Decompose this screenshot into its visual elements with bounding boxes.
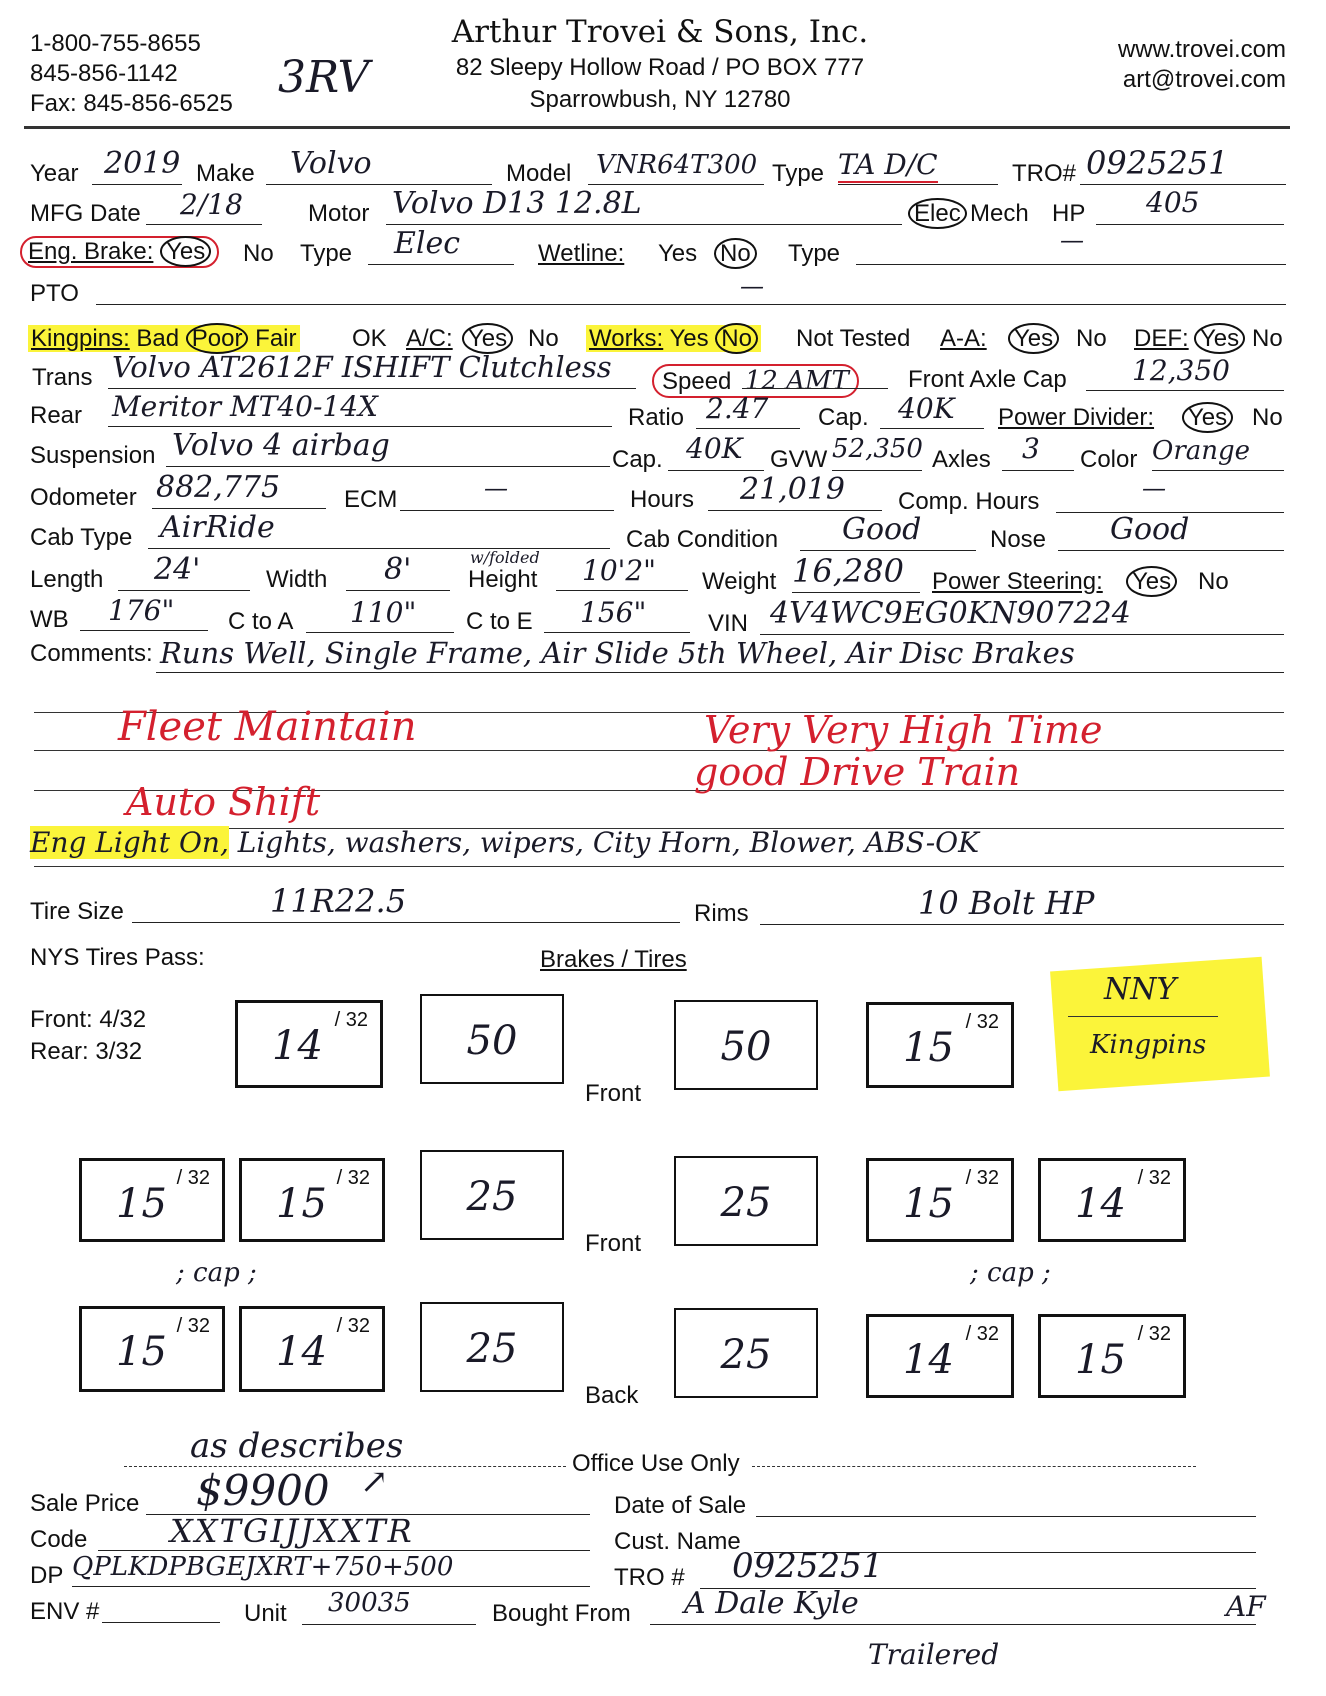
brake-back-right: 25 [674, 1308, 818, 1398]
type-label: Type [772, 160, 825, 187]
date-of-sale-label: Date of Sale [614, 1492, 747, 1519]
tire-front-left: 14 / 32 [235, 1000, 383, 1088]
color-label: Color [1080, 446, 1138, 473]
bought-from-line [650, 1624, 1256, 1625]
eng-brake-type-line [368, 264, 514, 265]
width-value: 8' [384, 552, 412, 587]
c-to-a-line [306, 632, 454, 633]
env-label: ENV # [30, 1598, 100, 1625]
power-divider-label: Power Divider: [998, 404, 1155, 431]
wetline-yes: Yes [658, 240, 698, 267]
sale-price-value: $9900 [196, 1466, 330, 1515]
website: www.trovei.com [1117, 36, 1286, 63]
cab-type-label: Cab Type [30, 524, 133, 551]
c-to-a-value: 110" [350, 596, 417, 629]
model-label: Model [506, 160, 572, 187]
speed-value: 12 AMT [744, 366, 849, 396]
tire-back-left-outer: 15 / 32 [79, 1306, 225, 1392]
height-label: Height [468, 566, 538, 593]
length-label: Length [30, 566, 104, 593]
phone-2: 845-856-1142 [30, 60, 178, 87]
nose-value: Good [1110, 512, 1190, 547]
trans-label: Trans [32, 364, 93, 391]
c-to-e-line [544, 632, 690, 633]
model-value: VNR64T300 [596, 150, 758, 180]
vin-value: 4V4WC9EG0KN907224 [770, 596, 1131, 631]
ecm-label: ECM [344, 486, 398, 513]
tire-size-label: Tire Size [30, 898, 124, 925]
tire-mid-right-outer: 14 / 32 [1038, 1158, 1186, 1242]
rear-cap-label: Cap. [818, 404, 869, 431]
make-value: Volvo [290, 146, 372, 181]
front-axle-cap-value: 12,350 [1132, 354, 1230, 387]
rims-label: Rims [694, 900, 749, 927]
vin-line [760, 634, 1284, 635]
axles-label: Axles [932, 446, 991, 473]
tire-front-right: 15 / 32 [866, 1002, 1014, 1088]
handwritten-note-3rv: 3RV [278, 52, 370, 103]
wetline-label: Wetline: [538, 240, 625, 267]
unit-label: Unit [244, 1600, 287, 1627]
dp-value: QPLKDPBGEJXRT+750+500 [72, 1552, 454, 1582]
odometer-label: Odometer [30, 484, 137, 511]
tire-back-right-inner: 14 / 32 [866, 1314, 1014, 1398]
kingpins-ok: OK [352, 325, 387, 352]
color-value: Orange [1152, 436, 1251, 466]
initials: AF [1226, 1590, 1266, 1623]
eng-brake-label: Eng. Brake: Yes [20, 236, 219, 268]
rear-cap-value: 40K [898, 392, 955, 425]
tro-value: 0925251 [1086, 144, 1229, 182]
weight-value: 16,280 [792, 552, 904, 590]
trailered-note: Trailered [868, 1638, 1000, 1671]
red-note-auto-shift: Auto Shift [126, 780, 321, 824]
color-line [1152, 470, 1284, 471]
tire-size-line [132, 922, 680, 923]
year-value: 2019 [104, 146, 181, 181]
hp-value: 405 [1146, 186, 1200, 219]
pto-line [96, 304, 1286, 305]
power-steering-label: Power Steering: [932, 568, 1103, 595]
front-label-1: Front [585, 1080, 642, 1107]
ecm-line [400, 510, 614, 511]
nose-line [1058, 550, 1284, 551]
cab-condition-label: Cab Condition [626, 526, 779, 553]
rims-value: 10 Bolt HP [918, 884, 1095, 922]
susp-cap-label: Cap. [612, 446, 663, 473]
eng-brake-type-label: Type [300, 240, 353, 267]
comp-hours-value: — [1142, 474, 1166, 502]
wb-line [80, 630, 208, 631]
eng-brake-type-value: Elec [394, 226, 461, 261]
tro2-value: 0925251 [732, 1546, 884, 1586]
susp-cap-line [668, 470, 764, 471]
phone-1: 1-800-755-8655 [30, 30, 201, 57]
wetline-no: No [714, 240, 757, 268]
note-kingpins: Kingpins [1090, 1030, 1207, 1060]
wb-value: 176" [108, 594, 175, 627]
back-label: Back [585, 1382, 639, 1409]
front-axle-cap-label: Front Axle Cap [908, 366, 1067, 393]
cap-note-right: ; cap ; [970, 1258, 1051, 1288]
vin-label: VIN [708, 610, 749, 637]
c-to-e-label: C to E [466, 608, 533, 635]
hp-label: HP [1052, 200, 1086, 227]
cust-name-label: Cust. Name [614, 1528, 741, 1555]
brake-back-left: 25 [420, 1302, 564, 1392]
gvw-line [832, 470, 922, 471]
comments-label: Comments: [30, 640, 153, 667]
note-nny: NNY [1104, 972, 1177, 1007]
power-divider-yes: Yes [1182, 404, 1233, 432]
trans-line [108, 388, 636, 389]
mech-option: Mech [970, 200, 1029, 227]
rear-value: Meritor MT40-14X [112, 390, 378, 423]
arrow-icon: ↗ [360, 1462, 389, 1502]
email: art@trovei.com [1122, 66, 1286, 93]
c-to-e-value: 156" [580, 596, 647, 629]
make-label: Make [196, 160, 255, 187]
eng-brake-no: No [243, 240, 274, 267]
axles-value: 3 [1022, 432, 1040, 465]
weight-label: Weight [702, 568, 777, 595]
unit-line [302, 1624, 476, 1625]
works-row: Works: Yes No [586, 325, 761, 353]
code-line [98, 1550, 590, 1551]
brakes-tires-title: Brakes / Tires [540, 946, 687, 973]
office-use-only: Office Use Only [572, 1450, 740, 1477]
def-no: No [1252, 325, 1283, 352]
brake-front-right: 50 [674, 1000, 818, 1090]
wetline-type-line [856, 264, 1286, 265]
hours-label: Hours [630, 486, 695, 513]
power-steering-yes: Yes [1126, 568, 1177, 596]
rear-cap-line [880, 428, 984, 429]
height-note: w/folded [470, 548, 540, 567]
rear-tread-min: Rear: 3/32 [30, 1038, 143, 1065]
cab-condition-line [800, 550, 976, 551]
company-name: Arthur Trovei & Sons, Inc. [451, 14, 869, 50]
not-tested: Not Tested [796, 325, 911, 352]
aa-no: No [1076, 325, 1107, 352]
code-label: Code [30, 1526, 88, 1553]
cap-note-left: ; cap ; [176, 1258, 257, 1288]
motor-value: Volvo D13 12.8L [392, 186, 642, 221]
trans-value: Volvo AT2612F ISHIFT Clutchless [112, 350, 612, 384]
header-divider [24, 126, 1290, 129]
date-of-sale-line [756, 1516, 1256, 1517]
nys-tires-label: NYS Tires Pass: [30, 944, 205, 971]
weight-line [792, 592, 920, 593]
tire-back-right-outer: 15 / 32 [1038, 1314, 1186, 1398]
tire-mid-left-inner: 15 / 32 [239, 1158, 385, 1242]
office-dash-left [124, 1466, 566, 1467]
elec-option: Elec [908, 200, 967, 228]
suspension-line [166, 466, 610, 467]
comments-text-5: Eng Light On, Lights, washers, wipers, City Horn, Blower, ABS-OK [30, 826, 980, 859]
speed-line [742, 388, 888, 389]
wb-label: WB [30, 606, 69, 633]
length-value: 24' [154, 552, 201, 587]
nose-label: Nose [990, 526, 1047, 553]
height-value: 10'2" [582, 554, 657, 587]
def-label: DEF: [1134, 325, 1189, 352]
dp-line [72, 1586, 590, 1587]
make-line [266, 184, 492, 185]
wetline-type-label: Type [788, 240, 841, 267]
hours-value: 21,019 [740, 472, 845, 507]
ratio-value: 2.47 [706, 392, 769, 425]
motor-label: Motor [308, 200, 370, 227]
rims-line [760, 924, 1284, 925]
axles-line [1002, 470, 1074, 471]
front-label-2: Front [585, 1230, 642, 1257]
kingpins-row: Kingpins: Bad Poor Fair [28, 325, 300, 353]
fax: Fax: 845-856-6525 [30, 90, 233, 117]
gvw-value: 52,350 [832, 434, 923, 464]
tro2-label: TRO # [614, 1564, 685, 1591]
gvw-label: GVW [770, 446, 828, 473]
hp-line [1096, 224, 1284, 225]
length-line [118, 590, 250, 591]
hours-line [708, 510, 882, 511]
cab-type-value: AirRide [160, 510, 275, 545]
aa-label: A-A: [940, 325, 987, 352]
hp-dash: — [1060, 226, 1084, 254]
suspension-label: Suspension [30, 442, 156, 469]
model-line [588, 184, 764, 185]
susp-cap-value: 40K [686, 432, 743, 465]
bought-from-value: A Dale Kyle [684, 1586, 859, 1621]
cab-type-line [148, 548, 610, 549]
unit-value: 30035 [328, 1588, 411, 1618]
mfg-date-label: MFG Date [30, 200, 141, 227]
power-divider-no: No [1252, 404, 1283, 431]
cab-condition-value: Good [842, 512, 922, 547]
c-to-a-label: C to A [228, 608, 294, 635]
tro-line [1080, 184, 1286, 185]
bought-from-label: Bought From [492, 1600, 631, 1627]
tro-label: TRO# [1012, 160, 1077, 187]
ecm-value: — [484, 474, 508, 502]
width-line [346, 590, 450, 591]
year-line [92, 184, 182, 185]
red-note-drive-train: good Drive Train [694, 750, 1021, 794]
wetline-type-dash: — [740, 272, 764, 300]
pto-label: PTO [30, 280, 79, 307]
eng-light-highlight: Eng Light On, [30, 826, 229, 859]
ratio-line [696, 428, 800, 429]
brake-mid-right: 25 [674, 1156, 818, 1246]
brake-front-left: 50 [420, 994, 564, 1084]
env-line [102, 1622, 220, 1623]
suspension-value: Volvo 4 airbag [172, 428, 390, 463]
odometer-value: 882,775 [156, 470, 281, 505]
year-label: Year [30, 160, 79, 187]
tire-mid-left-outer: 15 / 32 [79, 1158, 225, 1242]
tire-size-value: 11R22.5 [270, 882, 407, 920]
def-yes: Yes [1194, 325, 1245, 353]
red-note-high-time: Very Very High Time [704, 708, 1103, 752]
comments-line-6 [34, 866, 1284, 867]
ac-yes: Yes [462, 325, 513, 353]
dp-label: DP [30, 1562, 64, 1589]
comp-hours-label: Comp. Hours [898, 488, 1040, 515]
width-label: Width [266, 566, 328, 593]
note-divider [1068, 1016, 1218, 1017]
ratio-label: Ratio [628, 404, 685, 431]
comments-text-1: Runs Well, Single Frame, Air Slide 5th Wheel, Air Disc Brakes [160, 636, 1075, 670]
as-described-note: as describes [190, 1426, 404, 1466]
height-line [556, 590, 688, 591]
tire-mid-right-inner: 15 / 32 [866, 1158, 1014, 1242]
sale-price-label: Sale Price [30, 1490, 140, 1517]
mfg-date-line [146, 224, 262, 225]
motor-line [386, 224, 902, 225]
office-dash-right [752, 1466, 1196, 1467]
ac-no: No [528, 325, 559, 352]
odometer-line [152, 508, 326, 509]
type-line [838, 184, 998, 185]
tire-back-left-inner: 14 / 32 [239, 1306, 385, 1392]
front-axle-cap-line [1086, 390, 1284, 391]
red-note-fleet: Fleet Maintain [118, 704, 417, 750]
front-tread-min: Front: 4/32 [30, 1006, 147, 1033]
power-steering-no: No [1198, 568, 1229, 595]
ac-label: A/C: [406, 325, 453, 352]
code-value: XXTGIJJXXTR [170, 1512, 414, 1550]
rear-line [108, 426, 612, 427]
brake-mid-left: 25 [420, 1150, 564, 1240]
address-line-1: 82 Sleepy Hollow Road / PO BOX 777 [455, 54, 865, 81]
rear-label: Rear [30, 402, 83, 429]
aa-yes: Yes [1008, 325, 1059, 353]
type-value: TA D/C [838, 148, 938, 181]
address-line-2: Sparrowbush, NY 12780 [529, 86, 791, 113]
comments-line-1 [156, 672, 1284, 673]
mfg-date-value: 2/18 [180, 188, 243, 221]
speed-label: Speed 12 AMT [652, 364, 859, 398]
